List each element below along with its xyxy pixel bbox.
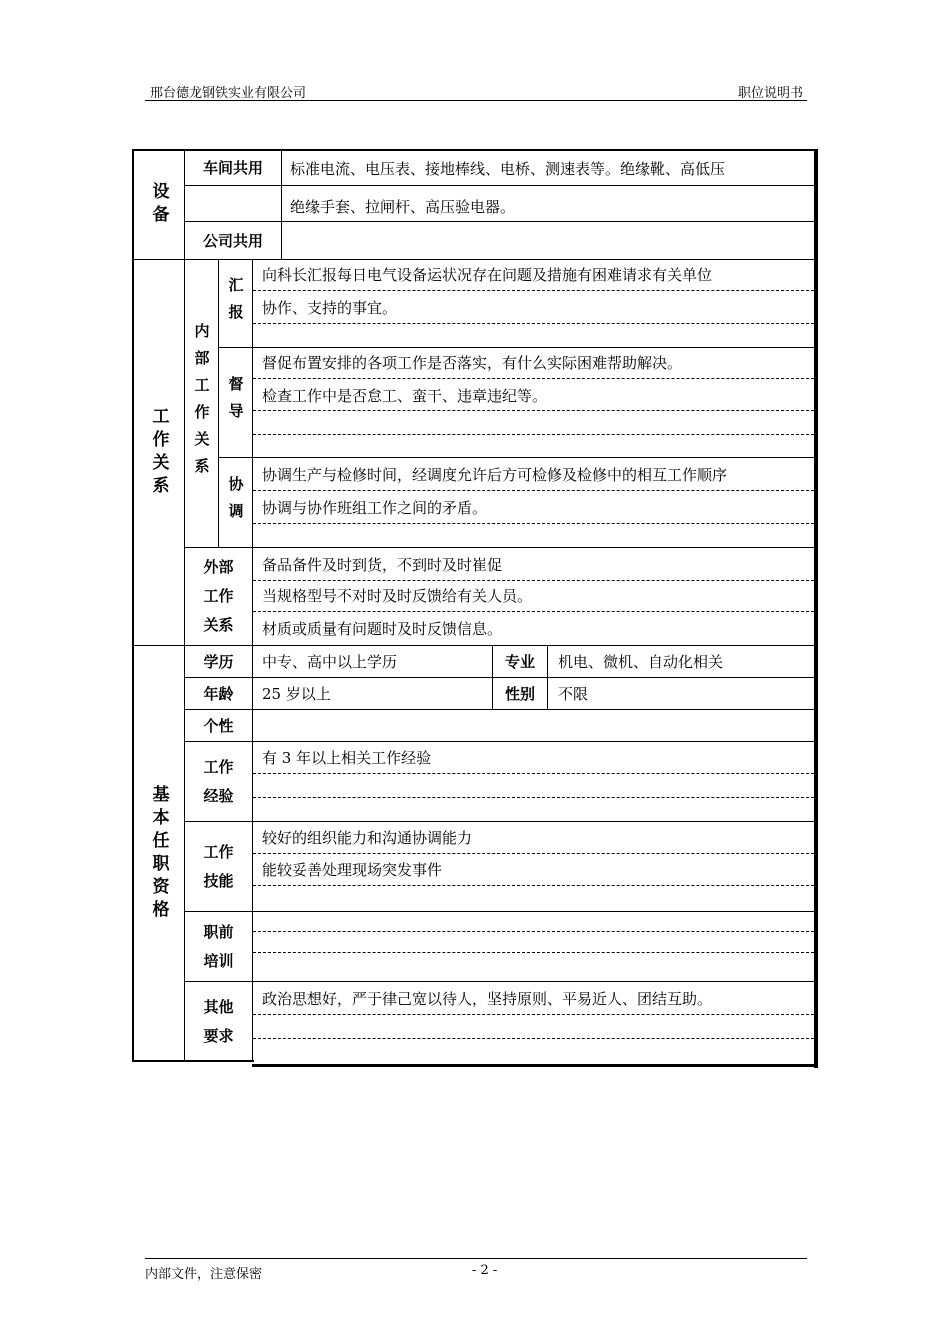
training-label-cell: [185, 912, 253, 982]
relations-section-cell: [133, 260, 185, 646]
gender-label: 性别: [493, 678, 548, 710]
company-shared-label: 公司共用: [185, 222, 282, 260]
other-content-cell: [253, 982, 814, 1064]
coordinate-line-2: 协调与协作班组工作之间的矛盾。: [262, 499, 488, 517]
external-line-2: 当规格型号不对时及时反馈给有关人员。: [262, 587, 533, 605]
coordinate-label-cell: [219, 458, 253, 548]
dash-rule: [253, 580, 814, 581]
page-number: - 2 -: [472, 1263, 498, 1278]
table-bottom-border-right: [252, 1064, 818, 1067]
experience-label-2: 经验: [203, 786, 234, 805]
supervise-content-cell: [253, 348, 814, 458]
dash-rule: [253, 853, 814, 854]
skills-content-cell: [253, 822, 814, 912]
dash-rule: [253, 885, 814, 886]
gender-value: 不限: [558, 685, 589, 703]
training-content-cell: [253, 912, 814, 982]
age-value: 25 岁以上: [262, 685, 331, 703]
major-value-cell: [548, 646, 814, 678]
coordinate-line-1: 协调生产与检修时间，经调度允许后方可检修及检修中的相互工作顺序: [262, 466, 728, 484]
dash-rule: [253, 611, 814, 612]
dash-rule: [253, 523, 814, 524]
age-label: 年龄: [185, 678, 253, 710]
external-relations-label-1: 外部: [203, 558, 234, 576]
workshop-shared-line-1: 标准电流、电压表、接地棒线、电桥、测速表等。绝缘靴、高低压: [290, 160, 726, 178]
personality-label: 个性: [185, 710, 253, 742]
workshop-shared-label-continued: [185, 186, 282, 222]
supervise-label: 督导: [226, 376, 245, 430]
table-right-border: [814, 149, 818, 1068]
workshop-shared-value-cell-2: [282, 186, 814, 222]
experience-label-cell: [185, 742, 253, 822]
report-content-cell: [253, 260, 814, 348]
other-label-1: 其他: [203, 997, 234, 1016]
internal-relations-label: 内部工作关系: [192, 323, 211, 485]
coordinate-content-cell: [253, 458, 814, 548]
major-label: 专业: [493, 646, 548, 678]
dash-rule: [253, 931, 814, 932]
skills-label-1: 工作: [203, 842, 234, 861]
company-shared-value-cell: [282, 222, 814, 260]
coordinate-label: 协调: [226, 476, 245, 530]
skills-label-2: 技能: [203, 871, 234, 890]
report-line-1: 向科长汇报每日电气设备运状况存在问题及措施有困难请求有关单位: [262, 266, 713, 284]
report-line-2: 协作、支持的事宜。: [262, 299, 398, 317]
internal-relations-cell: [185, 260, 219, 548]
dash-rule: [253, 490, 814, 491]
external-line-3: 材质或质量有问题时及时反馈信息。: [262, 620, 503, 638]
training-label-2: 培训: [203, 951, 234, 970]
supervise-line-1: 督促布置安排的各项工作是否落实，有什么实际困难帮助解决。: [262, 354, 683, 372]
gender-value-cell: [548, 678, 814, 710]
other-line-1: 政治思想好，严于律己宽以待人，坚持原则、平易近人、团结互助。: [262, 990, 713, 1008]
education-label: 学历: [185, 646, 253, 678]
report-label-cell: [219, 260, 253, 348]
workshop-shared-value-cell: [282, 150, 814, 186]
dash-rule: [253, 378, 814, 379]
skills-line-2: 能较妥善处理现场突发事件: [262, 861, 443, 879]
relations-section-label: 工作关系: [148, 407, 169, 499]
personality-value-cell: [253, 710, 814, 742]
workshop-shared-line-2: 绝缘手套、拉闸杆、高压验电器。: [290, 198, 516, 216]
company-name: 邢台德龙钢铁实业有限公司: [150, 86, 307, 101]
equipment-section-cell: [133, 150, 185, 260]
qualifications-section-label: 基本任职资格: [148, 784, 169, 923]
supervise-line-2: 检查工作中是否怠工、蛮干、违章违纪等。: [262, 387, 548, 405]
dash-rule: [253, 290, 814, 291]
age-value-cell: [253, 678, 493, 710]
qualifications-section-cell: [133, 646, 185, 1061]
other-label-2: 要求: [203, 1026, 234, 1045]
confidential-notice: 内部文件，注意保密: [145, 1267, 263, 1282]
dash-rule: [253, 952, 814, 953]
footer-rule: [145, 1258, 807, 1259]
dash-rule: [253, 1014, 814, 1015]
experience-content-cell: [253, 742, 814, 822]
header-rule: [145, 100, 807, 101]
external-line-1: 备品备件及时到货，不到时及时崔促: [262, 556, 503, 574]
equipment-section-label: 设备: [148, 182, 169, 228]
dash-rule: [253, 797, 814, 798]
workshop-shared-label: 车间共用: [185, 150, 282, 186]
dash-rule: [253, 773, 814, 774]
dash-rule: [253, 410, 814, 411]
major-value: 机电、微机、自动化相关: [558, 653, 724, 671]
dash-rule: [253, 323, 814, 324]
experience-line-1: 有 3 年以上相关工作经验: [262, 749, 432, 767]
training-label-1: 职前: [203, 922, 234, 941]
other-label-cell: [185, 982, 253, 1061]
external-relations-content-cell: [253, 548, 814, 646]
dash-rule: [253, 434, 814, 435]
external-relations-label-cell: [185, 548, 253, 646]
experience-label-1: 工作: [203, 757, 234, 776]
skills-line-1: 较好的组织能力和沟通协调能力: [262, 829, 473, 847]
report-label: 汇报: [226, 277, 245, 331]
education-value-cell: [253, 646, 493, 678]
dash-rule: [253, 1038, 814, 1039]
skills-label-cell: [185, 822, 253, 912]
external-relations-label-3: 关系: [203, 616, 234, 634]
education-value: 中专、高中以上学历: [262, 653, 398, 671]
external-relations-label-2: 工作: [203, 587, 234, 605]
document-type: 职位说明书: [738, 86, 804, 101]
supervise-label-cell: [219, 348, 253, 458]
